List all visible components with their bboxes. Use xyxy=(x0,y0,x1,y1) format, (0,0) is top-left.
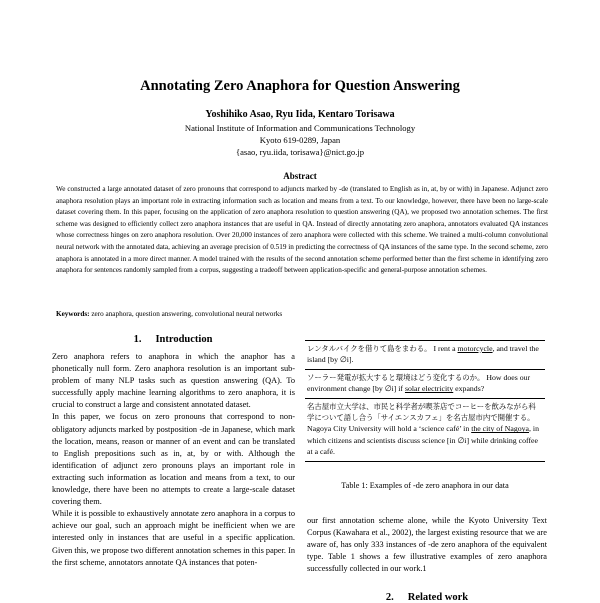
intro-paragraph-3: While it is possible to exhaustively annotate zero anaphora in a corpus to achieve our goal, such an approach might be inefficient when we are interested only in instances that are useful in a specific application. Given this, we propose two different annotation schemes in this paper. In the first scheme, annotators annotate QA instances that poten- xyxy=(52,509,295,567)
abstract-heading: Abstract xyxy=(283,171,317,181)
table-cell xyxy=(305,398,545,461)
english-post: , in which citizens and scientists discuss science [in ∅i] while drinking coffee at a café. xyxy=(307,424,539,457)
english-post: expands? xyxy=(453,384,485,394)
abstract-body: We constructed a large annotated dataset of zero pronouns that correspond to adjuncts marked by -de (translated to English as in, at, by or with) in Japanese. Adjunct zero anaphora resolution plays an important role in extracting information such as location and means from a text. To our knowledge, however, there have been no large-scale dataset covering them. In this paper, focusing on the application of zero anaphora resolution to question answering (QA), we proposed two annotation schemes. The first scheme was designed to efficiently collect zero anaphora instances that are useful in QA. Instead of directly annotating zero anaphora, annotators evaluated QA instances whose correctness hinges on zero anaphora resolution. Over 20,000 instances of zero anaphora were collected with this scheme. We trained a multi-column convolutional neural network with the annotated data, achieving an average precision of 0.519 in predicting the correctness of QA instances of the same type. In the second scheme, zero anaphora is annotated in a more direct manner. A model trained with the results of the second annotation scheme performed better than the first scheme in identifying zero anaphora for sentences randomly sampled from a corpus, suggesting a tradeoff between application-specific and general-purpose annotation schemes. xyxy=(56,185,548,275)
introduction-body xyxy=(52,351,295,569)
japanese-example: レンタルバイクを借りて島をまわる。 xyxy=(307,344,432,353)
english-pre: Nagoya City University will hold a ‘science café’ in xyxy=(307,424,472,434)
antecedent: the city of Nagoya xyxy=(471,424,529,434)
intro-paragraph-2: In this paper, we focus on zero pronouns that correspond to non-obligatory adjuncts marked by postposition -de in Japanese, which mark the location, means, reason or manner of an event and can be translated to English prepositions such as in, at, by or with. Although the identification of adjunct zero pronouns plays an important role in extracting such information as location and means from a text, to our knowledge, there have been no attempts to create a large-scale dataset covering them. xyxy=(52,412,295,507)
section-number: 2. xyxy=(385,592,394,603)
keywords-line xyxy=(56,309,548,320)
section-title: Related work xyxy=(407,592,469,603)
table-row xyxy=(305,398,545,461)
table-row xyxy=(305,369,545,398)
table-row xyxy=(305,341,545,370)
section-heading-related-work xyxy=(307,592,547,603)
examples-table xyxy=(305,340,545,462)
affiliation-address: Kyoto 619-0289, Japan xyxy=(259,135,341,145)
antecedent: solar electricity xyxy=(404,384,454,394)
paper-title: Annotating Zero Anaphora for Question Answering xyxy=(140,78,460,94)
paper-authors: Yoshihiko Asao, Ryu Iida, Kentaro Torisawa xyxy=(205,109,395,120)
antecedent: motorcycle xyxy=(457,344,493,353)
author-email: {asao, ryu.iida, torisawa}@nict.go.jp xyxy=(235,147,365,157)
right-column-text: our first annotation scheme alone, while the Kyoto University Text Corpus (Kawahara et al., 2002), the largest existing resource that we are aware of, has only 333 instances of -de zero anaphora of the equivalent type. Table 1 shows a few illustrative examples of zero anaphora successfully collected in our work.1 xyxy=(307,516,547,574)
section-number: 1. xyxy=(133,334,142,345)
affiliation-institution: National Institute of Information and Communications Technology xyxy=(184,123,416,133)
english-pre: I rent a xyxy=(431,344,458,353)
english-pre: How does our environment change [by ∅i] if xyxy=(307,372,531,394)
japanese-example: 名古屋市立大学は、市民と科学者が喫茶店でコーヒーを飲みながら科学について語し合う「サイエンスカフェ」を名古屋市内で開催する。 xyxy=(307,401,536,423)
section-heading-introduction xyxy=(52,334,294,345)
keywords-text: zero anaphora, question answering, convolutional neural networks xyxy=(91,310,283,318)
table-cell xyxy=(305,341,545,370)
table-caption: Table 1: Examples of -de zero anaphora in our data xyxy=(341,481,509,490)
keywords-label: Keywords: xyxy=(56,310,90,318)
table-cell xyxy=(305,369,545,398)
intro-paragraph-1: Zero anaphora refers to anaphora in which the anaphor has a phonetically null form. Zero anaphora resolution is an important sub-problem of many NLP tasks such as question answering (QA). To successfully apply machine learning algorithms to zero anaphora, it is crucial to construct a large and consistent annotated dataset. xyxy=(52,352,295,410)
english-post: , and travel the island [by ∅i]. xyxy=(307,344,539,365)
section-title: Introduction xyxy=(155,334,213,345)
japanese-example: ソーラー発電が拡大すると環境はどう変化するのか。 xyxy=(307,372,485,382)
